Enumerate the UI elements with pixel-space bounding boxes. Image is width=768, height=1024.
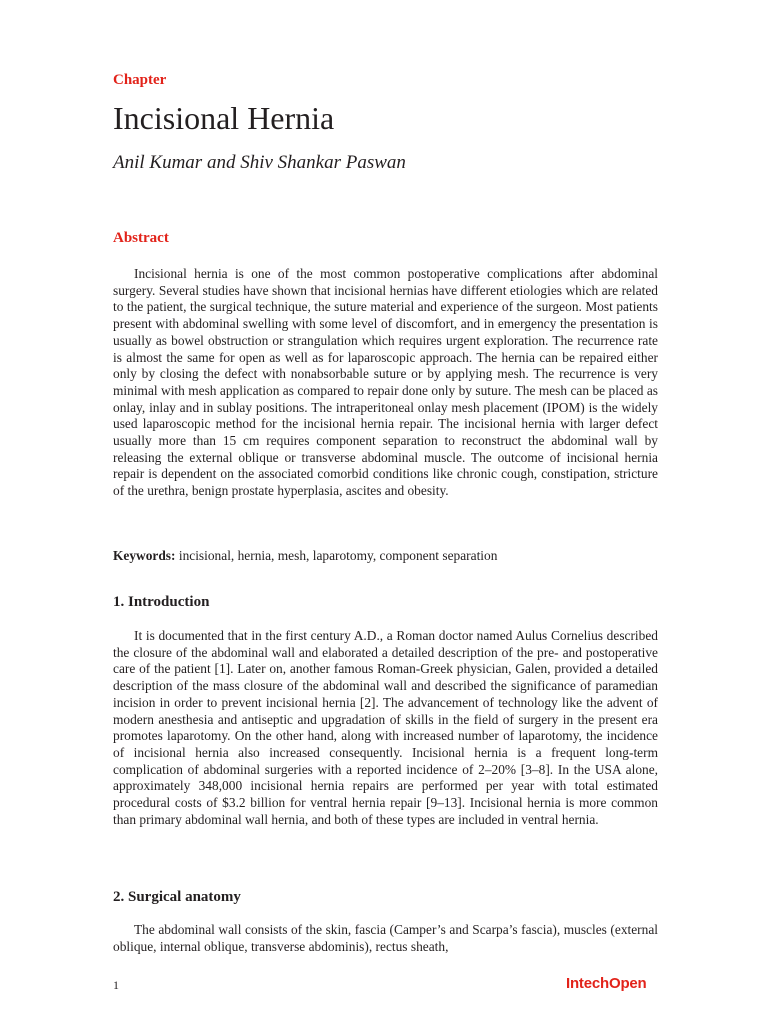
abstract-text: Incisional hernia is one of the most common postoperative complications after abdominal surgery. Several studies have shown that incisional hernias have different etiologies which are related to the patient, the surgical technique, the suture material and experience of the surgeon. Most patients present with abdominal swelling with some level of discomfort, and in emergency the presentation is usually as bowel obstruction or strangulation which requires urgent exploration. The recurrence rate is almost the same for open as well as for laparoscopic approach. The hernia can be repaired either only by closing the defect with nonabsorbable suture or by applying mesh. The recurrence is very minimal with mesh application as compared to repair done only by suture. The mesh can be placed as onlay, inlay and in sublay positions. The intraperitoneal onlay mesh placement (IPOM) is the widely used laparoscopic method for the incisional hernia repair. The incisional hernia with larger defect usually more than 15 cm requires component separation to reconstruct the abdominal wall by releasing the external oblique or transverse abdominal muscle. The outcome of incisional hernia repair is dependent on the associated comorbid conditions like chronic cough, constipation, stricture of the urethra, benign prostate hyperplasia, ascites and obesity.: [113, 266, 658, 499]
page-title: Incisional Hernia: [113, 100, 335, 136]
page-number: 1: [113, 978, 119, 992]
section-heading-introduction: 1. Introduction: [113, 594, 210, 610]
chapter-label: Chapter: [113, 72, 167, 88]
keywords-text: incisional, hernia, mesh, laparotomy, component separation: [178, 548, 498, 563]
section-text-introduction: It is documented that in the first century A.D., a Roman doctor named Aulus Cornelius described the closure of the abdominal wall and elaborated a detailed description of the pre- and postoperative care of the patient [1]. Later on, another famous Roman-Greek physician, Galen, provided a detailed description of the mass closure of the abdominal wall and described the significance of paramedian incision in order to prevent incisional hernia [2]. The advancement of technology like the advent of modern anesthesia and antiseptic and upgradation of skills in the field of surgery in the present era promotes laparotomy. On the other hand, along with increased number of laparotomy, the incidence of incisional hernia also increased consequently. Incisional hernia is a frequent long-term complication of abdominal surgeries with a reported incidence of 2–20% [3–8]. In the USA alone, approximately 348,000 incisional hernia repairs are performed per year with total estimated procedural costs of $3.2 billion for ventral hernia repair [9–13]. Incisional hernia is more common than primary abdominal wall hernia, and both of these types are included in ventral hernia.: [113, 628, 658, 827]
abstract-heading: Abstract: [113, 230, 169, 246]
publisher-logo[interactable]: IntechOpen: [566, 975, 647, 992]
section-heading-surgical-anatomy: 2. Surgical anatomy: [113, 889, 241, 905]
section-text-surgical-anatomy: The abdominal wall consists of the skin, fascia (Camper’s and Scarpa’s fascia), muscles (external oblique, internal oblique, transverse abdominis), rectus sheath,: [113, 922, 658, 954]
keywords: [113, 548, 658, 564]
author-list: Anil Kumar and Shiv Shankar Paswan: [113, 152, 406, 173]
keywords-label: Keywords:: [113, 548, 176, 563]
